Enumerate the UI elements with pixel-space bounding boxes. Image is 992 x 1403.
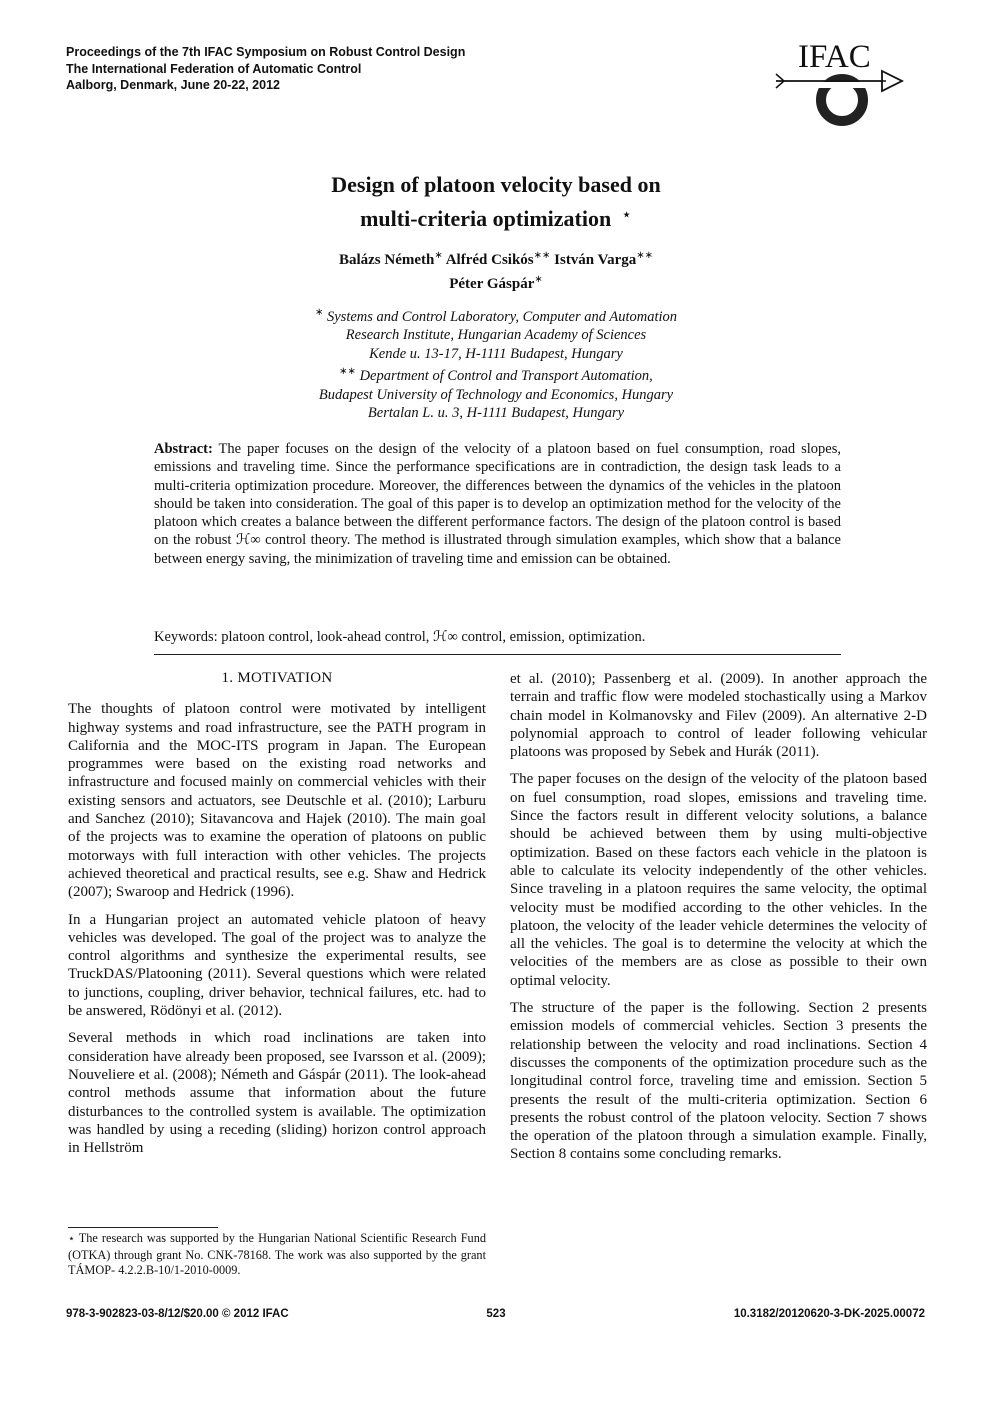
footer-isbn: 978-3-902823-03-8/12/$20.00 © 2012 IFAC <box>66 1308 289 1320</box>
footnote-mark: ⋆ <box>68 1233 75 1245</box>
author-mark: ∗ <box>434 250 443 261</box>
author-name: István Varga <box>554 252 637 268</box>
paragraph: The structure of the paper is the following. Section 2 presents emission models of commercial vehicles. Section 3 presents the relationship between the velocity and road inclinations. Section 4 discusses the components of the optimization procedure such as the longitudinal control force, traveling time and emission. Section 5 presents the result of the multi-criteria optimization. Section 6 presents the robust control of the platoon velocity. Section 7 shows the operation of the platoon through a simulation example. Finally, Section 8 contains some concluding remarks. <box>510 1000 927 1163</box>
author-mark: ∗ <box>534 274 543 285</box>
proceedings-header <box>66 44 465 94</box>
page-number: 523 <box>486 1308 506 1320</box>
affiliation-line: Budapest University of Technology and Economics, Hungary <box>318 386 674 403</box>
left-column <box>68 669 486 1166</box>
footnote-divider <box>68 1227 218 1228</box>
affiliation-line: Bertalan L. u. 3, H-1111 Budapest, Hungary <box>367 405 625 422</box>
affiliation-mark: ∗ <box>314 307 324 318</box>
author-name: Péter Gáspár <box>449 276 535 292</box>
paper-title <box>0 170 992 234</box>
affiliations <box>0 304 992 423</box>
header-line: The International Federation of Automatic Control <box>66 61 362 76</box>
abstract <box>154 440 841 568</box>
title-footnote-mark: ⋆ <box>621 205 632 224</box>
author-mark: ∗∗ <box>533 250 551 261</box>
footnote <box>68 1231 486 1279</box>
paragraph: The thoughts of platoon control were motivated by intelligent highway systems and road infrastructure, see the PATH program in California and the MOC-ITS program in Japan. The European programmes were based on the existing road networks and infrastructure and focused mainly on commercial vehicles with their existing sensors and actuators, see Deutschle et al. (2010); Larburu and Sanchez (2010); Sitavancova and Hajek (2010). The main goal of the projects was to examine the operation of platoons on public motorways with full interaction with other vehicles. The projects achieved theoretical and practical results, see e.g. Shaw and Hedrick (2007); Swaroop and Hedrick (1996). <box>68 701 486 901</box>
affiliation-line: Kende u. 13-17, H-1111 Budapest, Hungary <box>369 345 623 362</box>
paragraph: Several methods in which road inclinations are taken into consideration have already been proposed, see Ivarsson et al. (2009); Nouveliere et al. (2008); Németh and Gáspár (2011). The look-ahead control methods assume that information about the future disturbances to the controlled system is available. The optimization was handled by using a receding (sliding) horizon control approach in Hellström <box>68 1030 486 1157</box>
author-list <box>0 246 992 294</box>
footnote-text: The research was supported by the Hungarian National Scientific Research Fund (OTKA) through grant No. CNK-78168. The work was also supported by the grant TÁMOP- 4.2.2.B-10/1-2010-0009. <box>68 1231 486 1277</box>
section-heading: 1. MOTIVATION <box>221 670 333 686</box>
paragraph: The paper focuses on the design of the velocity of the platoon based on fuel consumption, road slopes, emissions and traveling time. Since the factors result in different velocity solutions, a balance should be achieved between them by using multi-objective optimization. Based on these factors each vehicle in the platoon is able to calculate its velocity independently of the other vehicles. Since traveling in a platoon requires the same velocity, the optimal velocity must be modified according to the other vehicles. In the platoon, the velocity of the leader vehicle determines the velocity of all the vehicles. The goal is to determine the velocity at which the velocities of the members are as close as possible to their own optimal velocity. <box>510 771 927 989</box>
header-line: Aalborg, Denmark, June 20-22, 2012 <box>66 78 280 92</box>
abstract-text: The paper focuses on the design of the velocity of a platoon based on fuel consumption, road slopes, emissions and traveling time. Since the performance specifications are in contradiction, the design task leads to a multi-criteria optimization procedure. Moreover, the differences between the dynamics of the vehicles in the platoon should be taken into consideration. The goal of this paper is to develop an optimization method for the velocity of the platoon which creates a balance between the different performance factors. The design of the platoon control is based on the robust ℋ∞ control theory. The method is illustrated through simulation examples, which show that a balance between energy saving, the minimization of traveling time and emission can be obtained. <box>154 441 841 567</box>
affiliation-line: Department of Control and Transport Automation, <box>359 368 653 385</box>
keywords: Keywords: platoon control, look-ahead control, ℋ∞ control, emission, optimization. <box>154 629 646 645</box>
author-mark: ∗∗ <box>636 250 654 261</box>
paragraph: et al. (2010); Passenberg et al. (2009). In another approach the terrain and traffic flow were modeled stochastically using a Markov chain model in Kolmanovsky and Filev (2009). An alternative 2-D polynomial approach to control of leader following vehicular platoons was proposed by Sebek and Hurák (2011). <box>510 671 927 761</box>
abstract-label: Abstract: <box>154 441 213 457</box>
header-line: Proceedings of the 7th IFAC Symposium on Robust Control Design <box>66 45 466 59</box>
author-name: Alfréd Csikós <box>445 252 534 268</box>
ifac-logo <box>774 40 908 128</box>
footer-doi: 10.3182/20120620-3-DK-2025.00072 <box>733 1308 925 1320</box>
logo-text: IFAC <box>798 40 871 75</box>
title-text: multi-criteria optimization <box>360 206 612 231</box>
title-line-2 <box>0 200 992 234</box>
affiliation-mark: ∗∗ <box>339 366 356 378</box>
right-column <box>510 670 927 1173</box>
paragraph: In a Hungarian project an automated vehicle platoon of heavy vehicles was developed. The goal of the project was to analyze the control algorithms and synthesize the experimental results, see TruckDAS/Platooning (2011). Several questions which were related to junctions, coupling, driver behavior, technical failures, etc. had to be answered, Rödönyi et al. (2012). <box>68 911 486 1020</box>
abstract-divider <box>154 654 841 655</box>
affiliation-line: Systems and Control Laboratory, Computer and Automation <box>326 308 678 325</box>
author-name: Balázs Németh <box>338 252 435 268</box>
affiliation-line: Research Institute, Hungarian Academy of Sciences <box>345 327 647 344</box>
title-line-1: Design of platoon velocity based on <box>331 172 661 197</box>
